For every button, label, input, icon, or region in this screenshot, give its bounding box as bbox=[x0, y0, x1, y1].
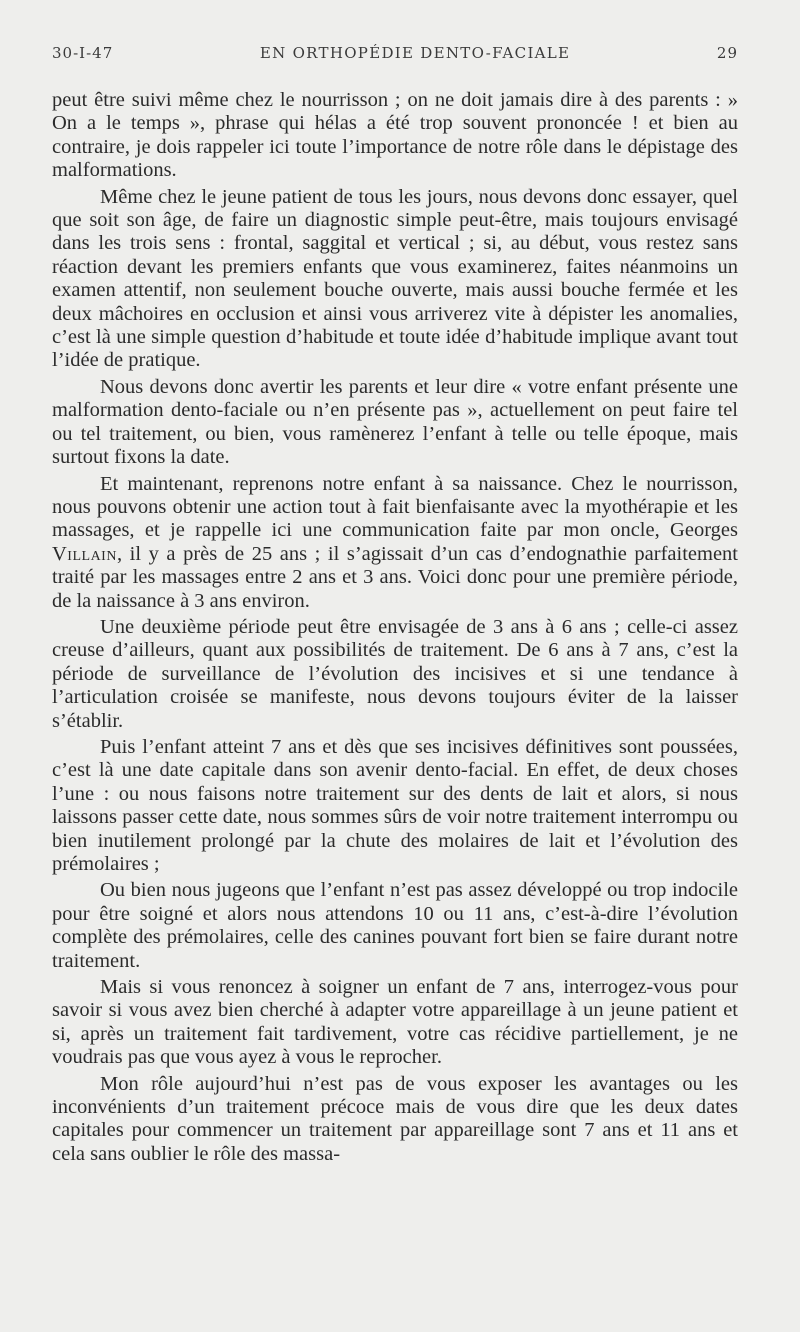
body-text bbox=[52, 89, 738, 1169]
paragraph-3: Nous devons donc avertir les parents et leur dire « votre enfant présente une malformation dento-faciale ou n’en présente pas », actuellement on peut faire tel ou tel traitement, ou bien, vous ramènerez l’enfant à telle ou telle époque, mais surtout fixons la date. bbox=[52, 375, 738, 469]
paragraph-4 bbox=[52, 473, 738, 613]
paragraph-6: Puis l’enfant atteint 7 ans et dès que ses incisives définitives sont poussées, c’est là une date capitale dans son avenir dento-facial. En effet, de deux choses l’une : ou nous faisons notre traitement sur des dents de lait et alors, si nous laissons passer cette date, nous sommes sûrs de voir notre traitement interrompu ou bien inutilement prolongé par la chute des molaires de lait et l’évolution des prémolaires ; bbox=[52, 735, 738, 875]
header-title: EN ORTHOPÉDIE DENTO-FACIALE bbox=[259, 44, 571, 62]
paragraph-2: Même chez le jeune patient de tous les jours, nous devons donc essayer, quel que soit son âge, de faire un diagnostic simple peut-être, mais toujours envisagé dans les trois sens : frontal, saggital et vertical ; si, au début, vous restez sans réaction devant les premiers enfants que vous examinerez, faites néanmoins un examen attentif, non seulement bouche ouverte, mais aussi bouche fermée et les deux mâchoires en occlusion et ainsi vous arriverez vite à dépister les anomalies, c’est là une simple question d’habitude et toute idée d’habitude implique avant tout l’idée de pratique. bbox=[52, 185, 738, 372]
paragraph-8: Mais si vous renoncez à soigner un enfant de 7 ans, interrogez-vous pour savoir si vous avez bien cherché à adapter votre appareillage à un jeune patient et si, après un traitement fait tardivement, votre cas récidive partiellement, je ne voudrais pas que vous ayez à vous le reprocher. bbox=[52, 976, 738, 1069]
paragraph-4-text-a: Et maintenant, reprenons notre enfant à sa naissance. Chez le nourrisson, nous pouvons obtenir une action tout à fait bienfaisante avec la myothérapie et les massages, et je rappelle ici une communication faite par mon oncle, Georges bbox=[52, 472, 738, 542]
page-number: 29 bbox=[716, 44, 738, 62]
author-name: Villain bbox=[52, 542, 117, 565]
paragraph-4-text-b: , il y a près de 25 ans ; il s’agissait d’un cas d’endognathie parfaitement traité par les massages entre 2 ans et 3 ans. Voici donc pour une première période, de la naissance à 3 ans environ. bbox=[52, 542, 738, 612]
header-date: 30-I-47 bbox=[52, 44, 114, 62]
paragraph-7: Ou bien nous jugeons que l’enfant n’est pas assez développé ou trop indocile pour être soigné et alors nous attendons 10 ou 11 ans, c’est-à-dire l’évolution complète des prémolaires, celle des canines pouvant fort bien se faire durant notre traitement. bbox=[52, 879, 738, 972]
paragraph-1: peut être suivi même chez le nourrisson ; on ne doit jamais dire à des parents : » On a le temps », phrase qui hélas a été trop souvent prononcée ! et bien au contraire, je dois rappeler ici toute l’importance de notre rôle dans le dépistage des malformations. bbox=[52, 89, 738, 182]
running-header bbox=[52, 44, 738, 62]
paragraph-5: Une deuxième période peut être envisagée de 3 ans à 6 ans ; celle-ci assez creuse d’ailleurs, quant aux possibilités de traitement. De 6 ans à 7 ans, c’est la période de surveillance de l’évolution des incisives et si une tendance à l’articulation croisée se manifeste, nous devons toujours éviter de la laisser s’établir. bbox=[52, 615, 738, 732]
paragraph-9: Mon rôle aujourd’hui n’est pas de vous exposer les avantages ou les inconvénients d’un traitement précoce mais de vous dire que les deux dates capitales pour commencer un traitement par appareillage sont 7 ans et 11 ans et cela sans oublier le rôle des massa- bbox=[52, 1072, 738, 1165]
